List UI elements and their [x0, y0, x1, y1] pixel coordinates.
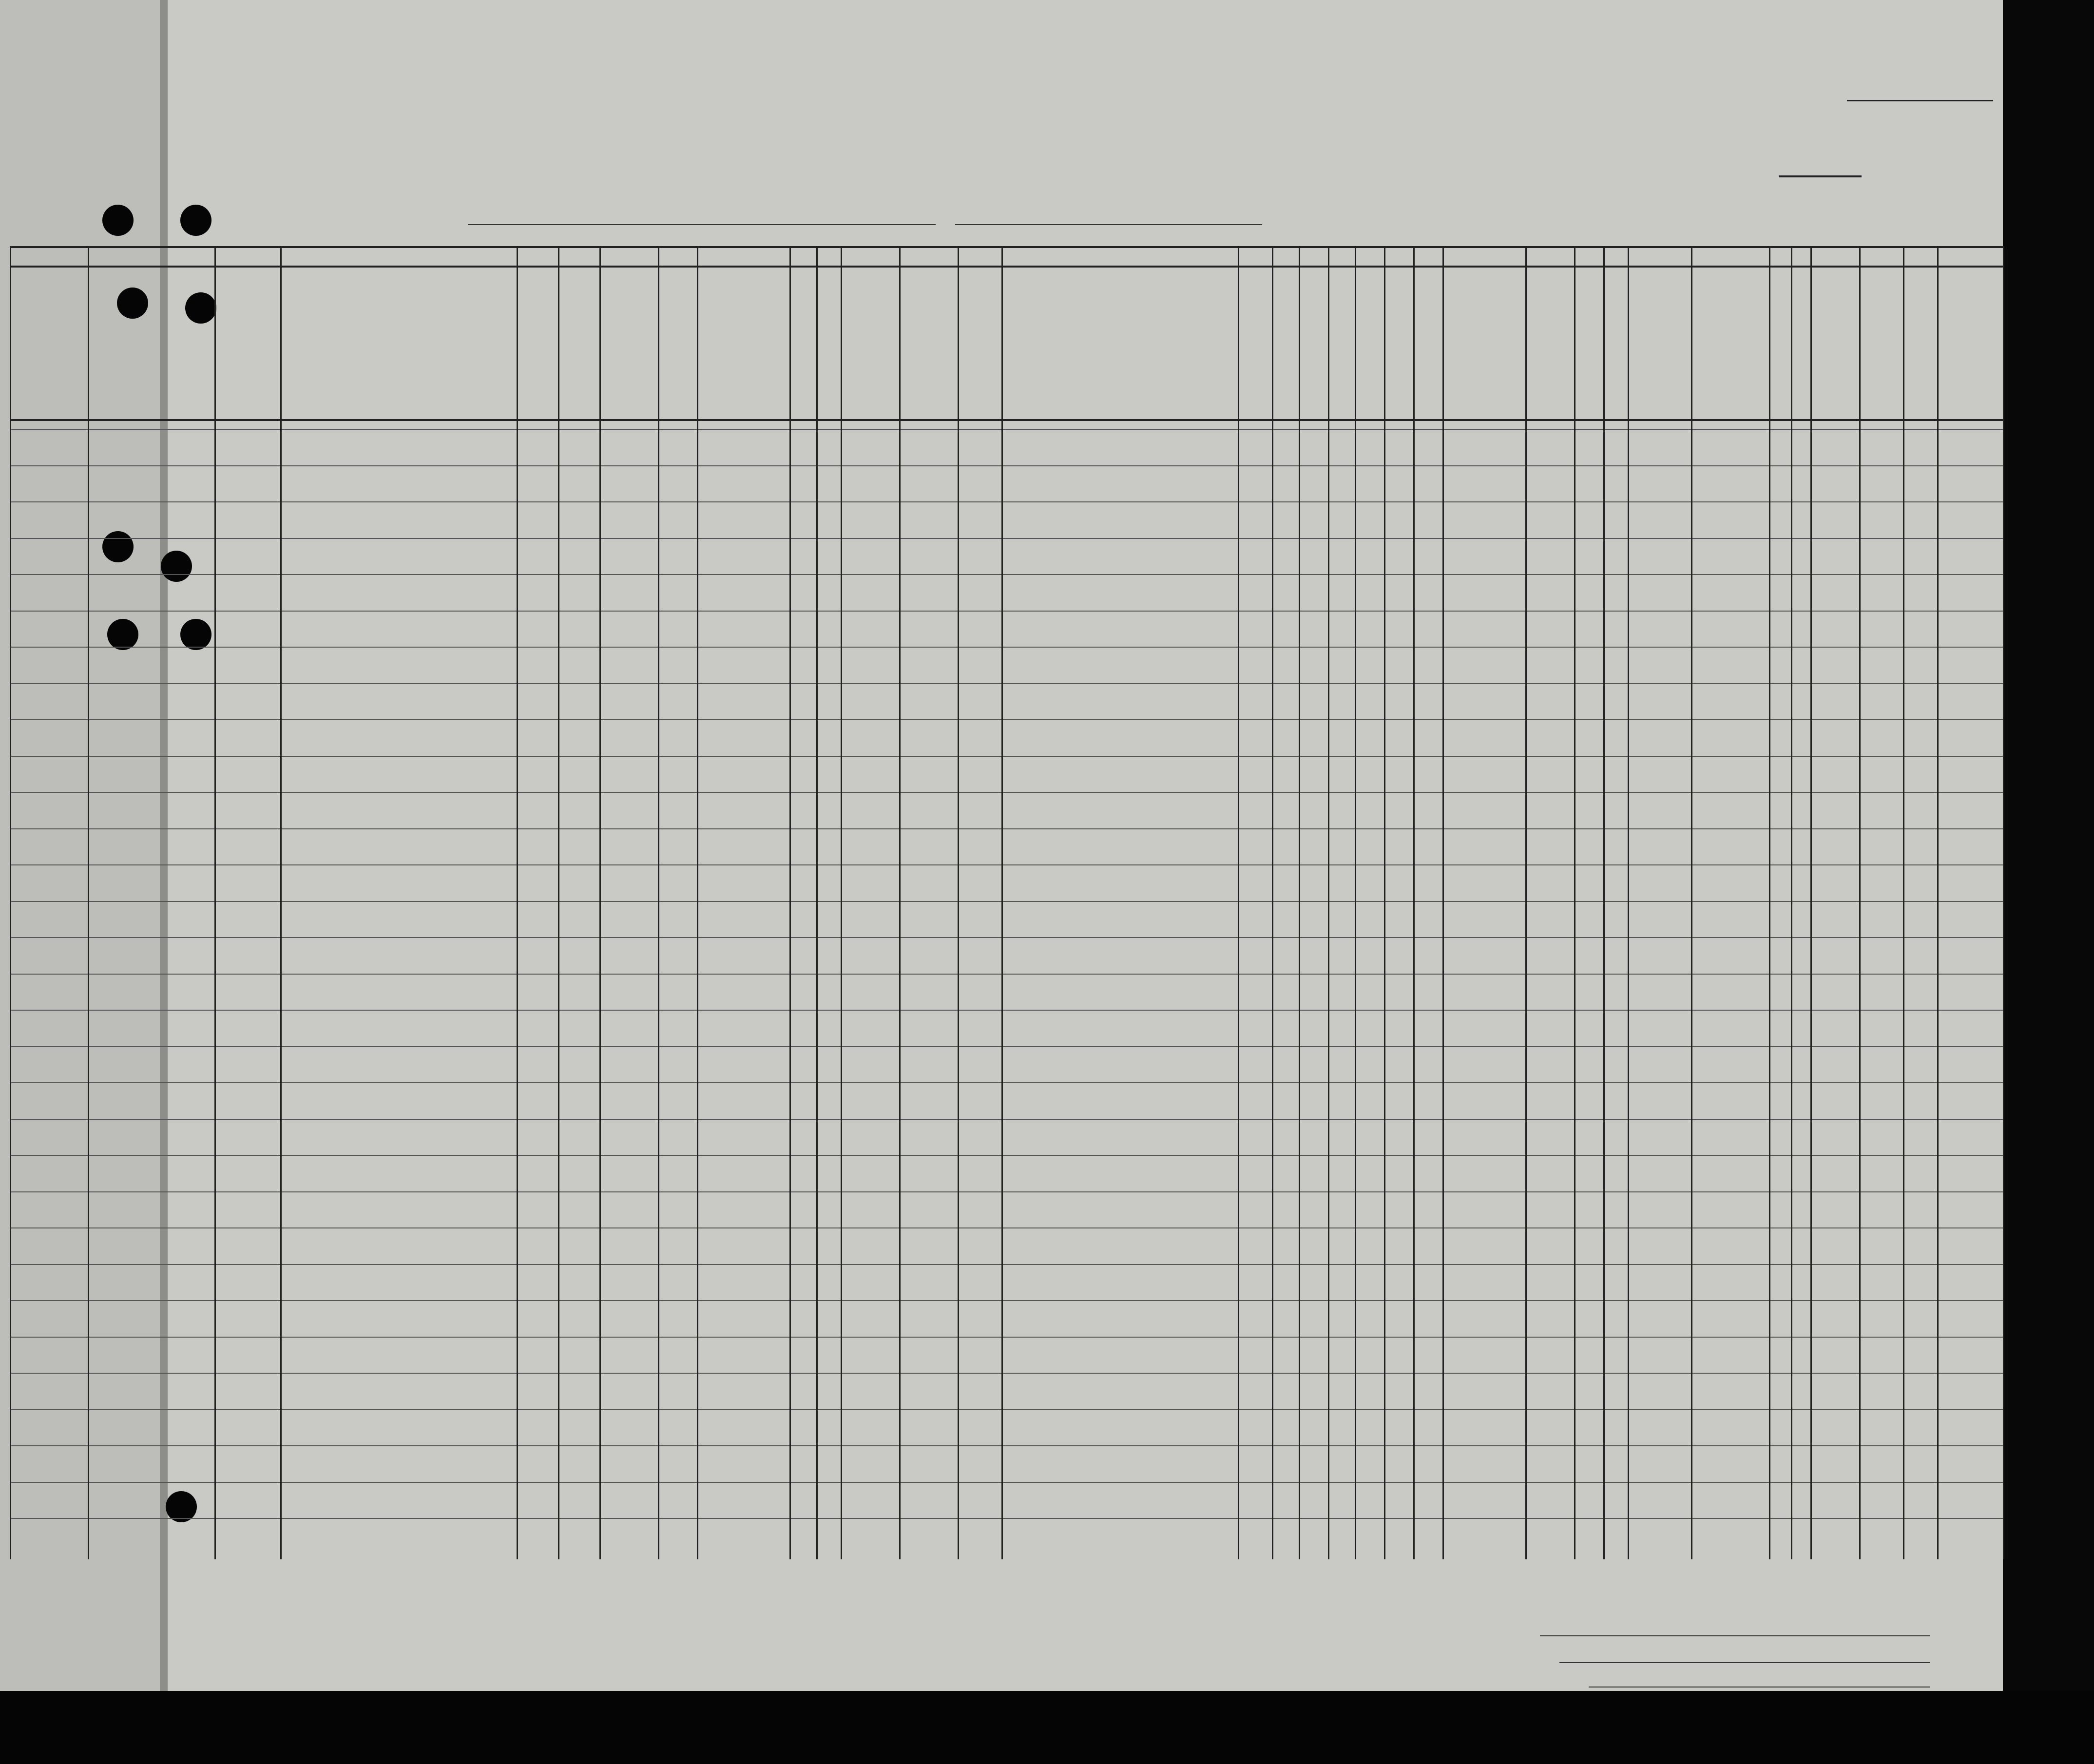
column-rule	[1001, 246, 1003, 1559]
column-rule	[1442, 246, 1444, 1559]
column-rule	[1628, 246, 1629, 1559]
row-rule	[10, 683, 2003, 684]
row-rule	[10, 1010, 2003, 1011]
column-number-border	[10, 266, 2003, 268]
row-rule	[10, 1337, 2003, 1338]
port-underline	[468, 224, 936, 225]
column-rule	[658, 246, 659, 1559]
column-rule	[1859, 246, 1861, 1559]
punch-hole	[185, 292, 216, 324]
column-rule	[697, 246, 698, 1559]
column-rule	[958, 246, 959, 1559]
row-rule	[10, 465, 2003, 466]
row-rule	[10, 1191, 2003, 1192]
column-rule	[1903, 246, 1904, 1559]
column-rule	[1384, 246, 1385, 1559]
column-rule	[1328, 246, 1329, 1559]
column-rule	[1574, 246, 1575, 1559]
row-rule	[10, 1518, 2003, 1519]
punch-hole	[102, 531, 134, 562]
row-rule	[10, 1155, 2003, 1156]
row-rule	[10, 1373, 2003, 1374]
column-rule	[214, 246, 216, 1559]
owners-field	[1559, 1662, 1930, 1663]
scan-shadow-bottom	[0, 1691, 2094, 1764]
row-rule	[10, 647, 2003, 648]
column-rule	[2003, 246, 2004, 1559]
punch-hole	[117, 288, 148, 319]
row-rule	[10, 611, 2003, 612]
row-rule	[10, 1445, 2003, 1446]
row-rule	[10, 864, 2003, 865]
column-rule	[1413, 246, 1415, 1559]
row-rule	[10, 429, 2003, 430]
row-rule	[10, 538, 2003, 539]
row-rule	[10, 1264, 2003, 1265]
column-rule	[1299, 246, 1300, 1559]
column-rule	[1937, 246, 1939, 1559]
punch-hole	[102, 205, 134, 236]
row-rule	[10, 574, 2003, 575]
row-rule	[10, 828, 2003, 829]
list-underline	[1847, 100, 1993, 101]
row-rule	[10, 1227, 2003, 1228]
row-rule	[10, 501, 2003, 502]
row-rule	[10, 792, 2003, 793]
column-rule	[599, 246, 601, 1559]
column-rule	[1810, 246, 1812, 1559]
punch-hole	[161, 551, 192, 582]
row-rule	[10, 901, 2003, 902]
row-rule	[10, 1046, 2003, 1047]
column-rule	[1525, 246, 1527, 1559]
column-rule	[899, 246, 901, 1559]
row-rule	[10, 1082, 2003, 1083]
column-rule	[558, 246, 559, 1559]
row-rule	[10, 937, 2003, 938]
table-top-border	[10, 246, 2003, 248]
punch-hole	[180, 205, 211, 236]
row-rule	[10, 1409, 2003, 1410]
column-rule	[1769, 246, 1770, 1559]
scan-shadow-right	[2003, 0, 2094, 1764]
line-field	[1540, 1635, 1930, 1636]
column-rule	[1238, 246, 1239, 1559]
row-rule	[10, 974, 2003, 975]
row-rule	[10, 719, 2003, 720]
row-rule	[10, 756, 2003, 757]
column-rule	[1791, 246, 1792, 1559]
row-rule	[10, 1300, 2003, 1301]
column-rule	[816, 246, 818, 1559]
column-rule	[1272, 246, 1273, 1559]
column-rule	[1691, 246, 1692, 1559]
row-rule	[10, 1482, 2003, 1483]
column-rule	[88, 246, 89, 1559]
header-bottom-border	[10, 419, 2003, 421]
column-rule	[789, 246, 791, 1559]
handwritten-dash	[1779, 175, 1862, 177]
column-rule	[517, 246, 518, 1559]
punch-hole	[180, 619, 211, 650]
date-underline	[955, 224, 1262, 225]
column-rule	[841, 246, 842, 1559]
punch-hole	[107, 619, 138, 650]
column-rule	[280, 246, 282, 1559]
column-rule	[1355, 246, 1356, 1559]
column-rule	[1603, 246, 1605, 1559]
column-rule	[10, 246, 11, 1559]
row-rule	[10, 1119, 2003, 1120]
